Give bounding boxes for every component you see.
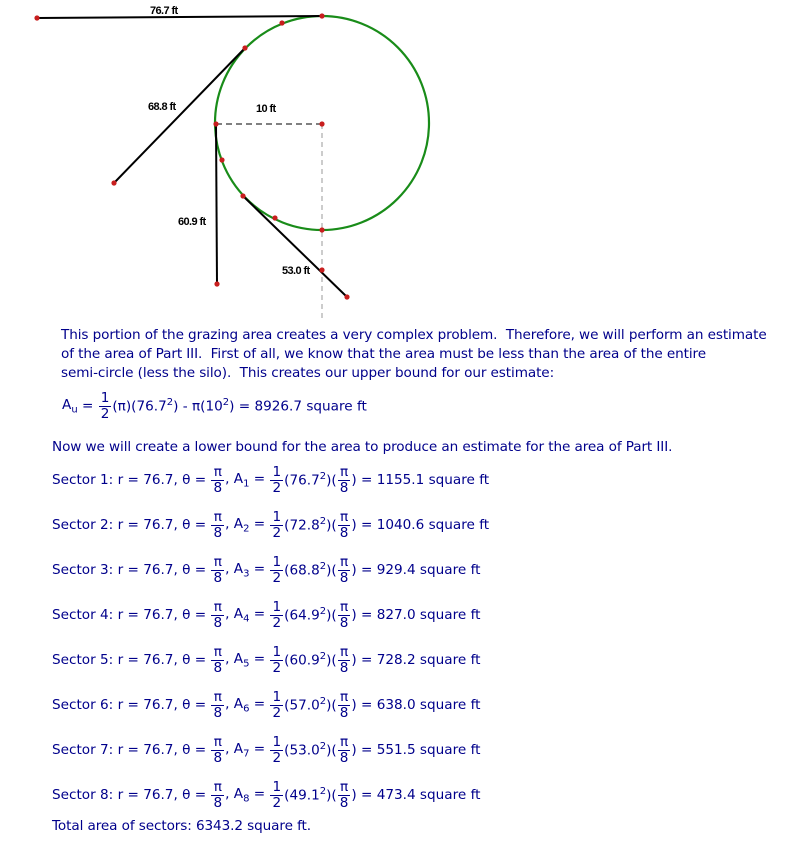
half-fraction: $\frac{1}{2}$ [100, 389, 110, 422]
upper-bound-expression: $(\pi)(76.7^2) - \pi(10^2) = 8926.7$ square ft [112, 397, 367, 415]
theta-fraction: $\frac{\pi}{8}$ [213, 643, 223, 676]
point [319, 267, 324, 272]
intro-line-3: semi-circle (less the silo). This creates our upper bound for our estimate: [61, 365, 555, 381]
point [319, 13, 324, 18]
sector-label: Sector 4: r = 76.7, θ = [52, 607, 211, 623]
point [242, 45, 247, 50]
point [219, 157, 224, 162]
segment-60-9 [216, 124, 217, 284]
radius-squared: (49.1$^2$)( [284, 786, 337, 804]
radius-squared: (72.8$^2$)( [284, 516, 337, 534]
sector-row [52, 683, 480, 727]
half-fraction: $\frac{1}{2}$ [272, 463, 282, 496]
pi-over-eight-fraction: $\frac{\pi}{8}$ [339, 778, 349, 811]
intro-paragraph [61, 326, 781, 383]
pi-over-eight-fraction: $\frac{\pi}{8}$ [339, 643, 349, 676]
point [213, 121, 218, 126]
au-label: $A_u$ [62, 396, 78, 416]
sector-label: Sector 8: r = 76.7, θ = [52, 787, 211, 803]
point [111, 180, 116, 185]
area-symbol: , $A_8$ = [225, 785, 270, 805]
point [240, 193, 245, 198]
sector-result: ) = 473.4 square ft [351, 787, 481, 803]
theta-fraction: $\frac{\pi}{8}$ [213, 463, 223, 496]
sector-label: Sector 7: r = 76.7, θ = [52, 742, 211, 758]
radius-squared: (53.0$^2$)( [284, 741, 337, 759]
label-60-9: 60.9 ft [178, 216, 206, 228]
theta-fraction: $\frac{\pi}{8}$ [213, 598, 223, 631]
theta-fraction: $\frac{\pi}{8}$ [213, 733, 223, 766]
point [214, 281, 219, 286]
pi-over-eight-fraction: $\frac{\pi}{8}$ [339, 598, 349, 631]
sector-label: Sector 3: r = 76.7, θ = [52, 562, 211, 578]
point [279, 20, 284, 25]
total-area: Total area of sectors: 6343.2 square ft. [52, 818, 311, 834]
label-53-0: 53.0 ft [282, 265, 310, 277]
pi-over-eight-fraction: $\frac{\pi}{8}$ [339, 733, 349, 766]
sector-row [52, 728, 480, 772]
segment-68-8 [114, 48, 245, 183]
label-68-8: 68.8 ft [148, 101, 176, 113]
upper-bound-formula [62, 384, 367, 428]
pi-over-eight-fraction: $\frac{\pi}{8}$ [339, 508, 349, 541]
pi-over-eight-fraction: $\frac{\pi}{8}$ [339, 553, 349, 586]
theta-fraction: $\frac{\pi}{8}$ [213, 688, 223, 721]
sector-label: Sector 5: r = 76.7, θ = [52, 652, 211, 668]
area-symbol: , $A_4$ = [225, 605, 270, 625]
point-markers [34, 13, 349, 299]
area-symbol: , $A_7$ = [225, 740, 270, 760]
sector-row [52, 548, 480, 592]
sector-row [52, 638, 480, 682]
radius-squared: (60.9$^2$)( [284, 651, 337, 669]
sector-row [52, 503, 489, 547]
half-fraction: $\frac{1}{2}$ [272, 688, 282, 721]
sector-result: ) = 827.0 square ft [351, 607, 481, 623]
theta-fraction: $\frac{\pi}{8}$ [213, 778, 223, 811]
area-symbol: , $A_2$ = [225, 515, 270, 535]
point [34, 15, 39, 20]
half-fraction: $\frac{1}{2}$ [272, 553, 282, 586]
sector-result: ) = 1040.6 square ft [351, 517, 490, 533]
radius-squared: (64.9$^2$)( [284, 606, 337, 624]
equals: = [77, 398, 98, 414]
half-fraction: $\frac{1}{2}$ [272, 778, 282, 811]
point [319, 121, 324, 126]
sector-result: ) = 1155.1 square ft [351, 472, 490, 488]
point [319, 227, 324, 232]
sector-label: Sector 2: r = 76.7, θ = [52, 517, 211, 533]
intro-line-2: of the area of Part III. First of all, we know that the area must be less than the area of the entire [61, 346, 706, 362]
label-76-7: 76.7 ft [150, 5, 178, 17]
segment-76-7 [37, 16, 322, 18]
pi-over-eight-fraction: $\frac{\pi}{8}$ [339, 688, 349, 721]
sector-result: ) = 929.4 square ft [351, 562, 481, 578]
half-fraction: $\frac{1}{2}$ [272, 643, 282, 676]
radius-squared: (57.0$^2$)( [284, 696, 337, 714]
sector-result: ) = 728.2 square ft [351, 652, 481, 668]
area-symbol: , $A_3$ = [225, 560, 270, 580]
theta-fraction: $\frac{\pi}{8}$ [213, 508, 223, 541]
sector-row [52, 458, 489, 502]
sector-row [52, 773, 480, 817]
area-symbol: , $A_6$ = [225, 695, 270, 715]
half-fraction: $\frac{1}{2}$ [272, 598, 282, 631]
sector-label: Sector 6: r = 76.7, θ = [52, 697, 211, 713]
area-symbol: , $A_1$ = [225, 470, 270, 490]
segment-53-0 [243, 196, 347, 297]
half-fraction: $\frac{1}{2}$ [272, 733, 282, 766]
point [272, 215, 277, 220]
theta-fraction: $\frac{\pi}{8}$ [213, 553, 223, 586]
area-symbol: , $A_5$ = [225, 650, 270, 670]
sector-row [52, 593, 480, 637]
lower-bound-intro: Now we will create a lower bound for the area to produce an estimate for the area of Part III. [52, 439, 673, 455]
half-fraction: $\frac{1}{2}$ [272, 508, 282, 541]
sector-label: Sector 1: r = 76.7, θ = [52, 472, 211, 488]
label-10: 10 ft [256, 103, 276, 115]
radius-squared: (68.8$^2$)( [284, 561, 337, 579]
sector-result: ) = 551.5 square ft [351, 742, 481, 758]
sector-result: ) = 638.0 square ft [351, 697, 481, 713]
radius-squared: (76.7$^2$)( [284, 471, 337, 489]
silo-grazing-diagram [0, 0, 790, 320]
point [344, 294, 349, 299]
intro-line-1: This portion of the grazing area creates a very complex problem. Therefore, we will perform an estimate [61, 327, 767, 343]
pi-over-eight-fraction: $\frac{\pi}{8}$ [339, 463, 349, 496]
